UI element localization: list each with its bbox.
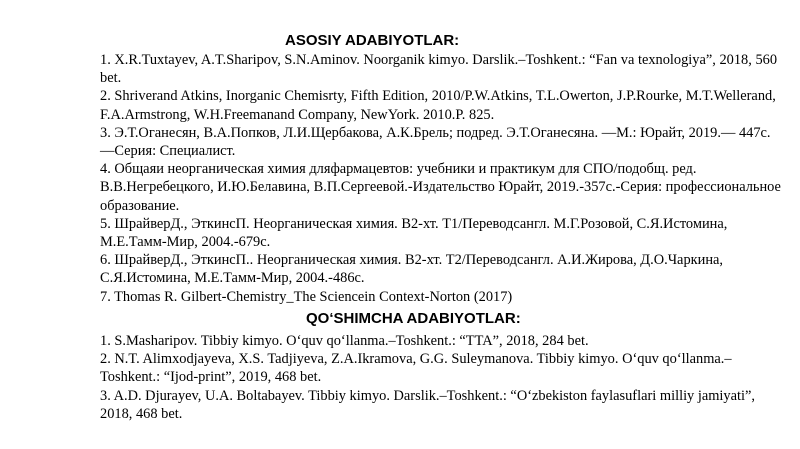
- additional-references-list: [100, 332, 784, 423]
- reference-item: 3. A.D. Djurayev, U.A. Boltabayev. Tibbiy kimyo. Darslik.–Toshkent.: “O‘zbekiston faylasuflari milliy jamiyati”, 2018, 468 bet.: [100, 387, 755, 422]
- reference-item: 1. S.Masharipov. Tibbiy kimyo. O‘quv qo‘llanma.–Toshkent.: “TTA”, 2018, 284 bet.: [100, 333, 589, 349]
- reference-item: 2. Shriverand Atkins, Inorganic Chemisrty, Fifth Edition, 2010/P.W.Atkins, T.L.Owerton, J.P.Rourke, M.T.Wellerand, F.A.Armstrong, W.H.Freemanand Company, NewYork. 2010.P. 825.: [100, 88, 776, 123]
- reference-item: 1. X.R.Tuxtayev, A.T.Sharipov, S.N.Aminov. Noorganik kimyo. Darslik.–Toshkent.: “Fan va texnologiya”, 2018, 560 bet.: [100, 52, 778, 87]
- reference-item: 4. Общаяи неорганическая химия дляфармацевтов: учебники и практикум для СПО/подобщ. ред. В.В.Негребецкого, И.Ю.Белавина, В.П.Сергеевой.-Издательство Юрайт, 2019.-357с.-Серия: профессиональное образование.: [100, 161, 781, 214]
- main-references-list: [100, 51, 784, 306]
- reference-item: 3. Э.Т.Оганесян, В.А.Попков, Л.И.Щербакова, А.К.Брель; подред. Э.Т.Оганесяна. —М.: Юрайт, 2019.— 447с.—Серия: Специалист.: [100, 124, 771, 160]
- reference-item: 5. ШрайверД., ЭткинсП. Неорганическая химия. В2-хт. Т1/Переводсангл. М.Г.Розовой, С.Я.Истомина, М.Е.Тамм-Мир, 2004.-679с.: [100, 215, 728, 251]
- main-references-heading: ASOSIY ADABIYOTLAR:: [285, 32, 460, 49]
- reference-item: 6. ШрайверД., ЭткинсП.. Неорганическая химия. В2-хт. Т2/Переводсангл. А.И.Жирова, Д.О.Чаркина, С.Я.Истомина, М.Е.Тамм-Мир, 2004.-486с.: [100, 252, 724, 287]
- reference-item: 2. N.T. Alimxodjayeva, X.S. Tadjiyeva, Z.A.Ikramova, G.G. Suleymanova. Tibbiy kimyo. O‘quv qo‘llanma.–Toshkent.: “Ijod-print”, 2019, 468 bet.: [100, 351, 732, 386]
- reference-item: 7. Thomas R. Gilbert-Chemistry_The Sciencein Context-Norton (2017): [100, 288, 513, 305]
- additional-references-heading: QO‘SHIMCHA ADABIYOTLAR:: [306, 310, 521, 327]
